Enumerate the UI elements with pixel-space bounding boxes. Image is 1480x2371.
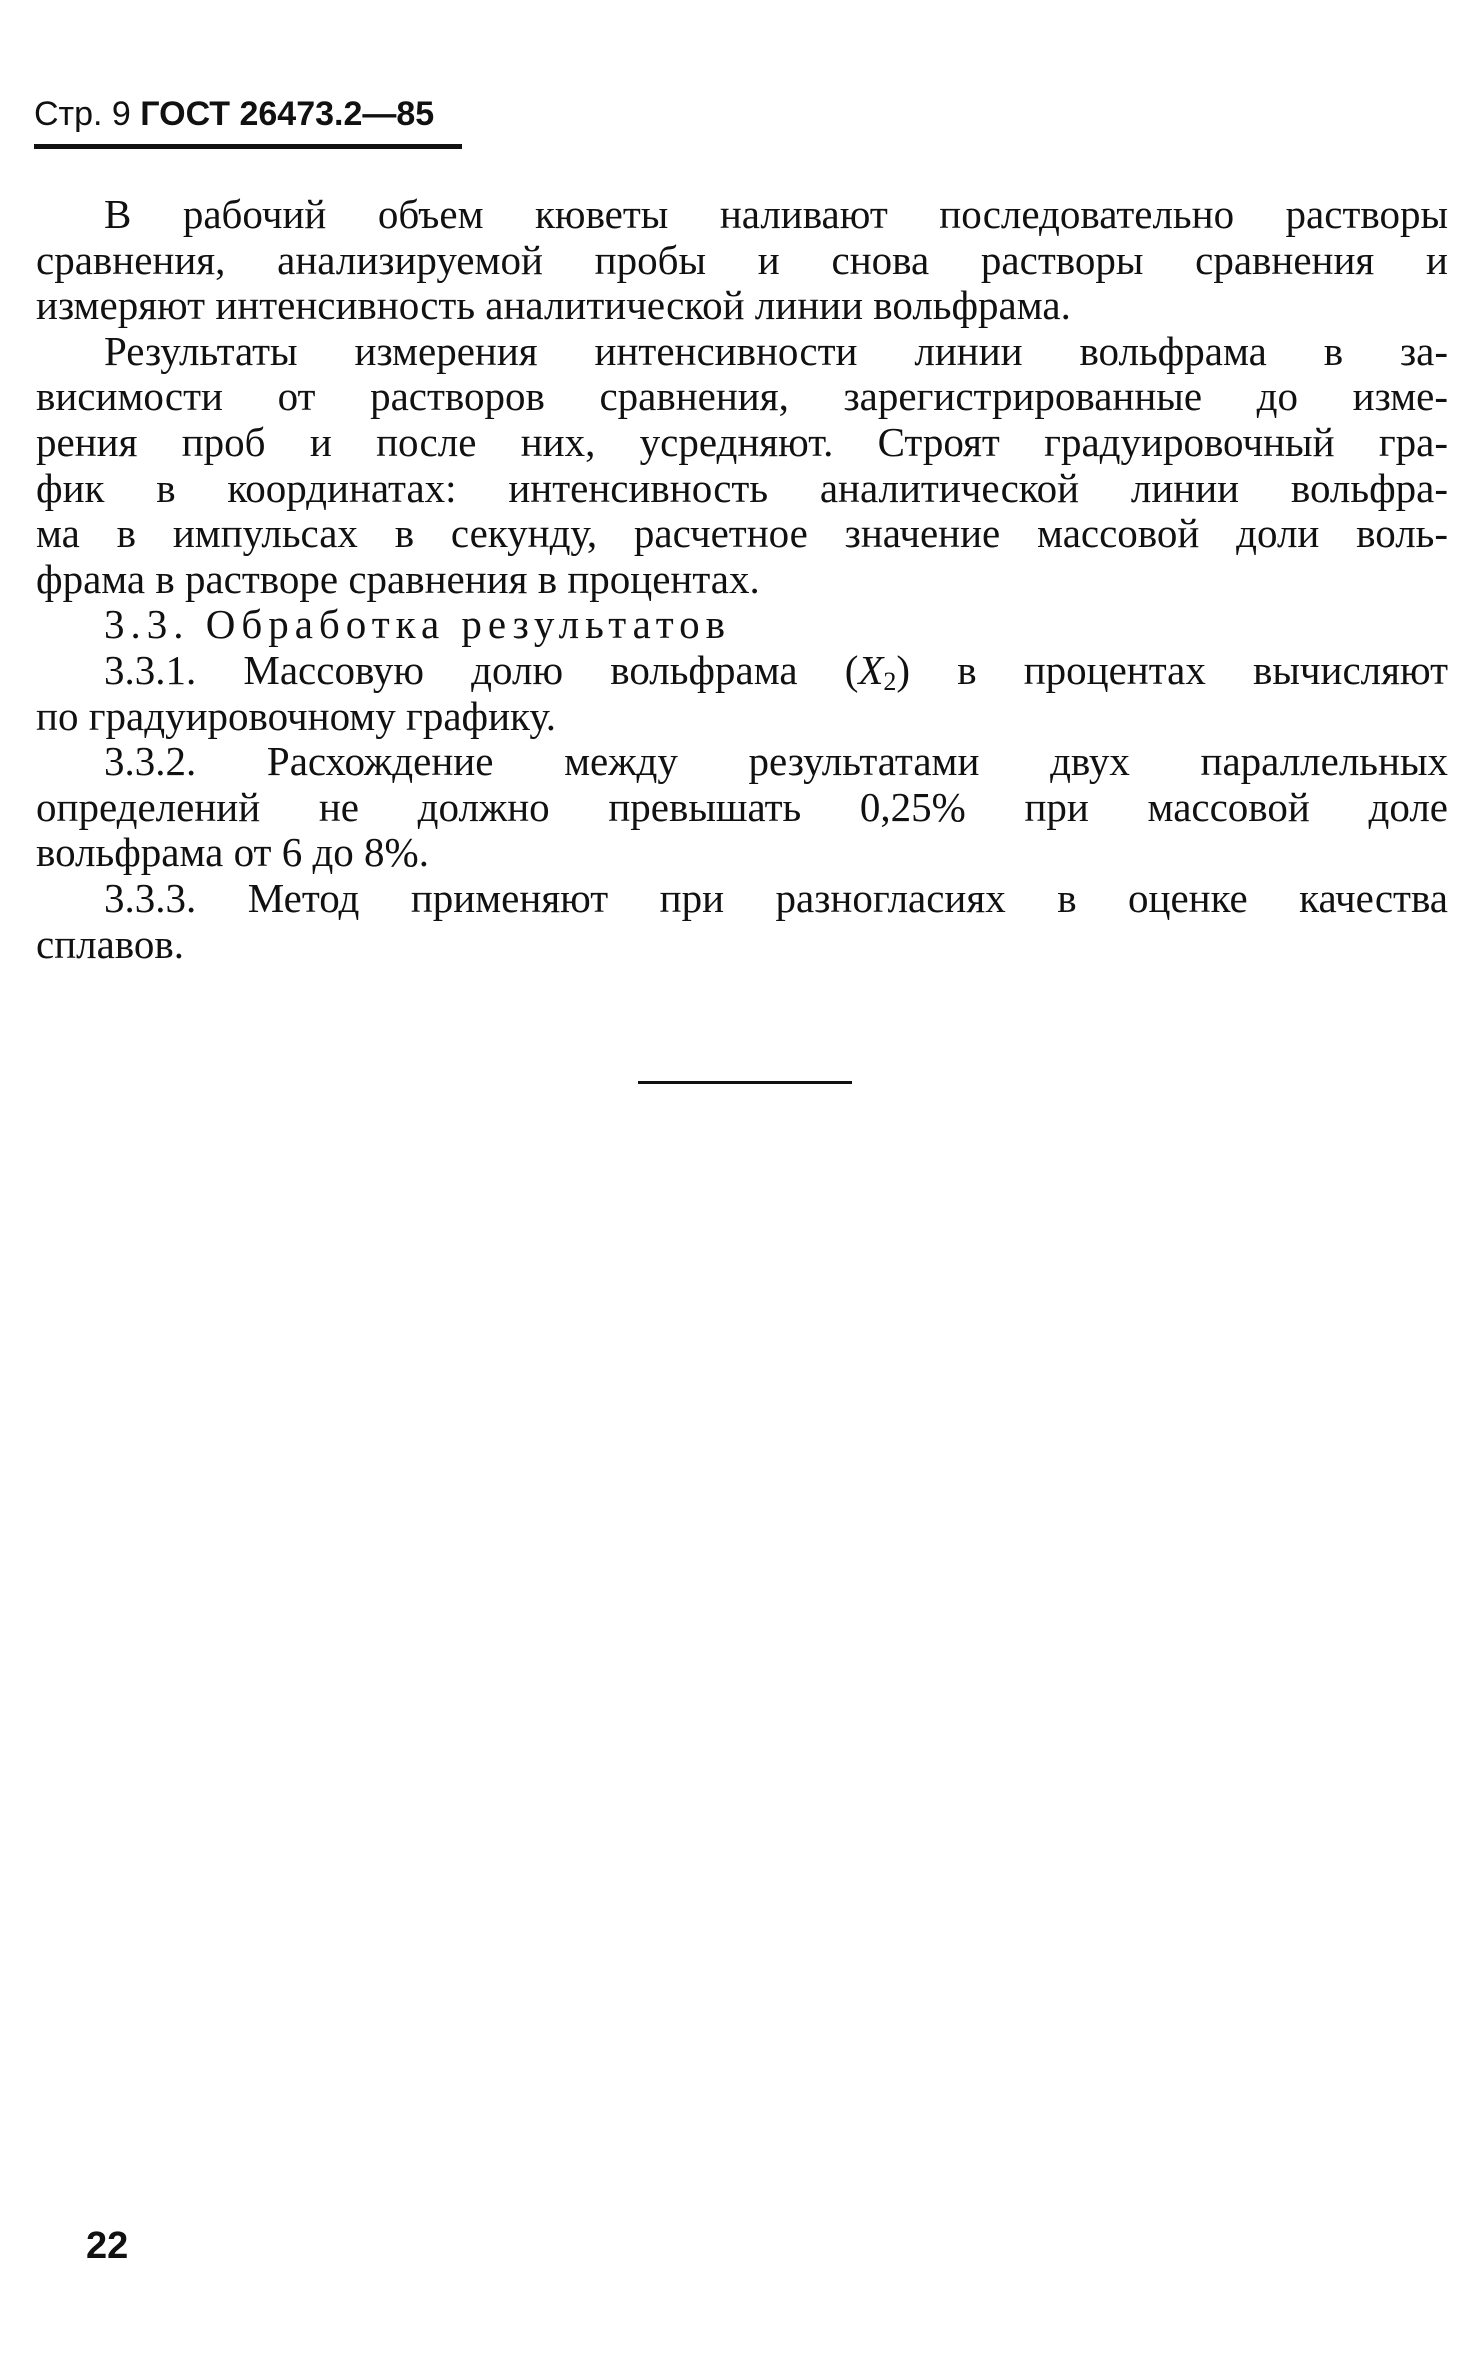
paragraph-line: В рабочий объем кюветы наливают последовательно растворы: [104, 191, 1448, 237]
paragraph-line: сплавов.: [36, 920, 184, 967]
section-heading-text: 3.3. Обработка результатов: [104, 601, 732, 648]
page-number: 22: [86, 2225, 129, 2267]
running-header: [34, 92, 464, 136]
formula-text-after: ) в процентах вычисляют: [896, 646, 1449, 693]
paragraph-line: по градуировочному графику.: [36, 692, 557, 739]
paragraph-line: измеряют интенсивность аналитической линии вольфрама.: [36, 282, 1071, 329]
paragraph-line: ма в импульсах в секунду, расчетное значение массовой доли воль-: [36, 510, 1448, 557]
paragraph-line: сравнения, анализируемой пробы и снова растворы сравнения и: [36, 236, 1448, 283]
paragraph-line: рения проб и после них, усредняют. Строят градуировочный гра-: [36, 418, 1448, 465]
section-heading: [36, 602, 1448, 648]
body-text: [36, 192, 1448, 967]
header-rule: [34, 144, 462, 149]
paragraph-line: определений не должно превышать 0,25% при массовой доле: [36, 783, 1448, 830]
end-of-text-rule: [638, 1081, 852, 1084]
paragraph-line: фик в координатах: интенсивность аналитической линии вольфра-: [36, 464, 1448, 511]
paragraph-line: [36, 648, 1448, 694]
paragraph-line: фрама в растворе сравнения в процентах.: [36, 555, 760, 602]
page-label: Стр. 9: [34, 95, 131, 133]
formula-text-before: 3.3.1. Массовую долю вольфрама (: [104, 646, 859, 693]
document-id: ГОСТ 26473.2—85: [140, 95, 435, 133]
paragraph-line: вольфрама от 6 до 8%.: [36, 829, 429, 876]
paragraph-line: 3.3.3. Метод применяют при разногласиях в оценке качества: [104, 874, 1448, 921]
paragraph-line: Результаты измерения интенсивности линии вольфрама в за-: [104, 327, 1448, 374]
paragraph-line: висимости от растворов сравнения, зарегистрированные до изме-: [36, 373, 1448, 420]
paragraph-line: 3.3.2. Расхождение между результатами двух параллельных: [104, 738, 1448, 785]
formula-variable: X: [858, 646, 884, 693]
formula-subscript: 2: [883, 666, 897, 696]
